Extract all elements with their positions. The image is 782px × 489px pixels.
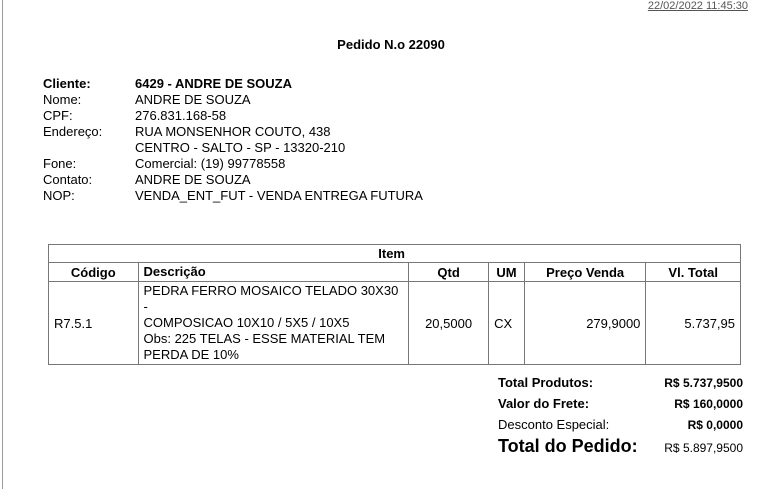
descricao-line: PEDRA FERRO MOSAICO TELADO 30X30 - — [143, 283, 399, 314]
items-table — [48, 244, 741, 365]
col-header-qtd: Qtd — [409, 263, 489, 282]
client-value: 6429 - ANDRE DE SOUZA — [135, 76, 292, 91]
frete-label: Valor do Frete: — [498, 396, 590, 411]
descricao-line: Obs: 225 TELAS - ESSE MATERIAL TEM — [143, 331, 386, 346]
items-header-row — [49, 263, 741, 282]
order-title: Pedido N.o 22090 — [337, 37, 445, 52]
table-row — [49, 282, 741, 365]
col-header-vl-total: Vl. Total — [646, 263, 741, 282]
cell-vl-total: 5.737,95 — [646, 282, 741, 365]
cell-codigo: R7.5.1 — [49, 282, 139, 365]
client-value: Comercial: (19) 99778558 — [135, 156, 286, 171]
totals-block — [498, 375, 743, 457]
client-row-nop — [43, 188, 423, 204]
descricao-line: PERDA DE 10% — [143, 347, 239, 362]
total-pedido-row — [498, 436, 743, 457]
cell-um: CX — [489, 282, 525, 365]
col-header-um: UM — [489, 263, 525, 282]
items-caption-row — [49, 245, 741, 263]
client-label: NOP: — [43, 188, 75, 203]
client-row-cliente — [43, 76, 423, 92]
print-timestamp: 22/02/2022 11:45:30 — [647, 0, 748, 12]
desconto-label: Desconto Especial: — [498, 417, 610, 432]
client-row-endereco — [43, 124, 423, 140]
col-header-codigo: Código — [49, 263, 139, 282]
client-value: RUA MONSENHOR COUTO, 438 — [135, 124, 331, 139]
total-pedido-label: Total do Pedido: — [498, 436, 638, 456]
client-value: ANDRE DE SOUZA — [135, 92, 251, 107]
client-label: Fone: — [43, 156, 77, 171]
total-produtos-value: R$ 5.737,9500 — [664, 376, 743, 390]
client-value: ANDRE DE SOUZA — [135, 172, 251, 187]
client-value: VENDA_ENT_FUT - VENDA ENTREGA FUTURA — [135, 188, 423, 203]
cell-descricao — [138, 282, 409, 365]
client-label — [43, 140, 135, 156]
page-left-border — [2, 0, 3, 489]
desconto-row — [498, 417, 743, 432]
client-value: CENTRO - SALTO - SP - 13320-210 — [135, 140, 346, 155]
total-produtos-row — [498, 375, 743, 390]
total-produtos-label: Total Produtos: — [498, 375, 594, 390]
total-pedido-value: R$ 5.897,9500 — [664, 441, 743, 455]
items-caption: Item — [49, 245, 741, 263]
client-label: Endereço: — [43, 124, 103, 139]
cell-qtd: 20,5000 — [409, 282, 489, 365]
descricao-line: COMPOSICAO 10X10 / 5X5 / 10X5 — [143, 315, 350, 330]
client-label: Nome: — [43, 92, 82, 107]
client-value: 276.831.168-58 — [135, 108, 227, 123]
desconto-value: R$ 0,0000 — [687, 418, 743, 432]
client-row-contato — [43, 172, 423, 188]
client-info-block — [43, 76, 423, 204]
col-header-descricao: Descrição — [138, 263, 409, 282]
client-row-nome — [43, 92, 423, 108]
client-row-cpf — [43, 108, 423, 124]
frete-value: R$ 160,0000 — [674, 397, 743, 411]
cell-preco-venda: 279,9000 — [524, 282, 646, 365]
client-row-endereco-2 — [43, 140, 423, 156]
client-label: Cliente: — [43, 76, 91, 91]
client-label: CPF: — [43, 108, 73, 123]
client-label: Contato: — [43, 172, 93, 187]
col-header-preco-venda: Preço Venda — [524, 263, 646, 282]
frete-row — [498, 396, 743, 411]
client-row-fone — [43, 156, 423, 172]
